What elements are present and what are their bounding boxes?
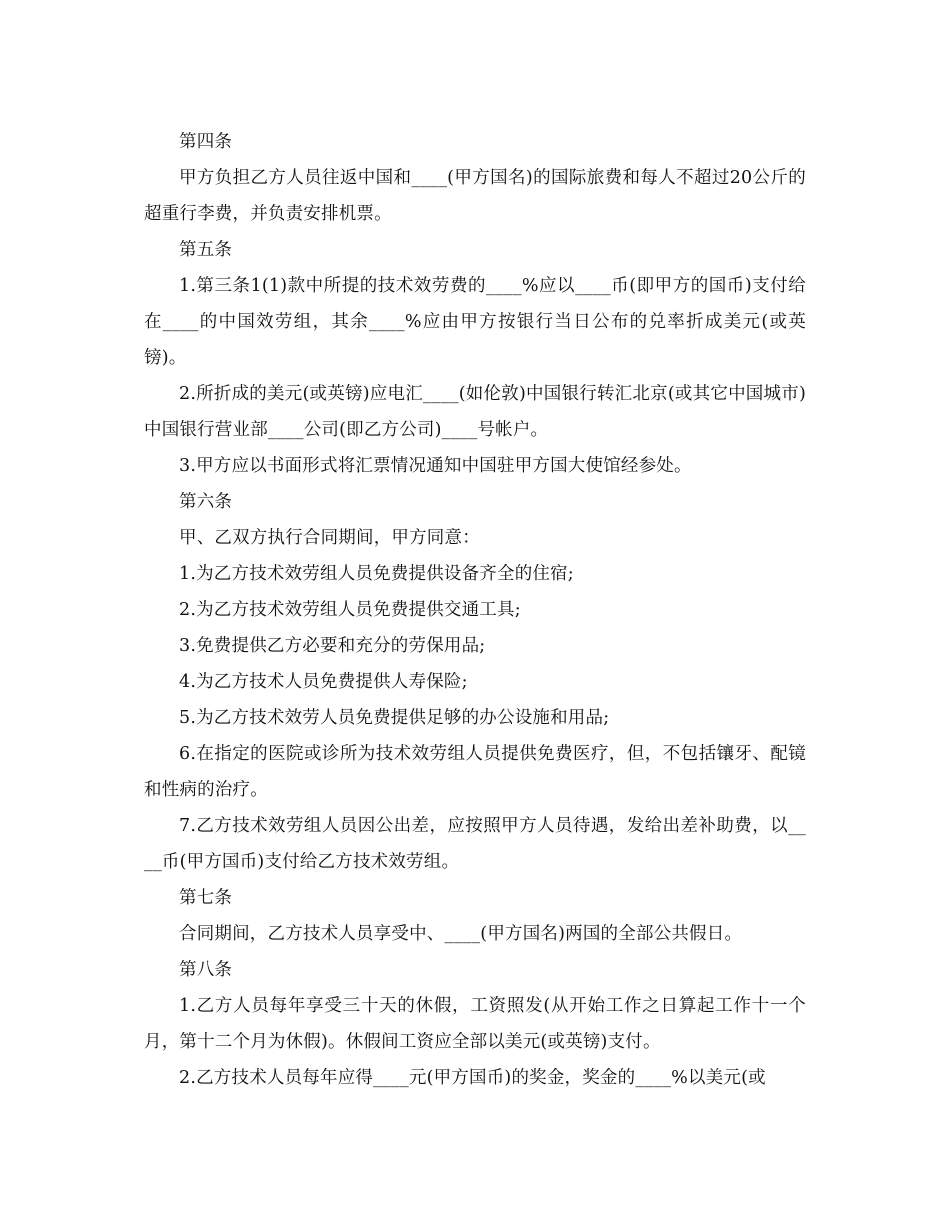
article-6-item-1: 1.为乙方技术效劳组人员免费提供设备齐全的住宿; [179,564,574,584]
article-5-clause-2: 2.所折成的美元(或英镑)应电汇____(如伦敦)中国银行转汇北京(或其它中国城市)中国银行营业部____公司(即乙方公司)____号帐户。 [144,384,806,440]
article-4-heading: 第四条 [179,132,233,152]
article-6-item-4: 4.为乙方技术人员免费提供人寿保险; [179,672,468,692]
article-6-item-5: 5.为乙方技术效劳人员免费提供足够的办公设施和用品; [179,708,610,728]
article-5-clause-1: 1.第三条1(1)款中所提的技术效劳费的____%应以____币(即甲方的国币)支付给在____的中国效劳组，其余____%应由甲方按银行当日公布的兑率折成美元(或英镑)。 [144,276,806,368]
article-5-heading: 第五条 [179,240,233,260]
article-6-item-6: 6.在指定的医院或诊所为技术效劳组人员提供免费医疗，但，不包括镶牙、配镜和性病的治疗。 [144,744,806,800]
document-body [144,124,806,1096]
article-8-heading: 第八条 [179,960,233,980]
article-6-item-2: 2.为乙方技术效劳组人员免费提供交通工具; [179,600,521,620]
article-8-clause-1: 1.乙方人员每年享受三十天的休假，工资照发(从开始工作之日算起工作十一个月，第十二个月为休假)。休假间工资应全部以美元(或英镑)支付。 [144,996,806,1052]
article-6-heading: 第六条 [179,492,233,512]
article-6-intro: 甲、乙双方执行合同期间，甲方同意： [179,528,480,548]
article-7-heading: 第七条 [179,888,233,908]
article-8-clause-2: 2.乙方技术人员每年应得____元(甲方国币)的奖金，奖金的____%以美元(或 [179,1068,766,1088]
article-6-item-7: 7.乙方技术效劳组人员因公出差，应按照甲方人员待遇，发给出差补助费，以____币(甲方国币)支付给乙方技术效劳组。 [144,816,806,872]
article-5-clause-3: 3.甲方应以书面形式将汇票情况通知中国驻甲方国大使馆经参处。 [179,456,692,476]
article-6-item-3: 3.免费提供乙方必要和充分的劳保用品; [179,636,486,656]
article-7-text: 合同期间，乙方技术人员享受中、____(甲方国名)两国的全部公共假日。 [179,924,743,944]
article-4-text: 甲方负担乙方人员往返中国和____(甲方国名)的国际旅费和每人不超过20公斤的超重行李费，并负责安排机票。 [144,168,806,224]
